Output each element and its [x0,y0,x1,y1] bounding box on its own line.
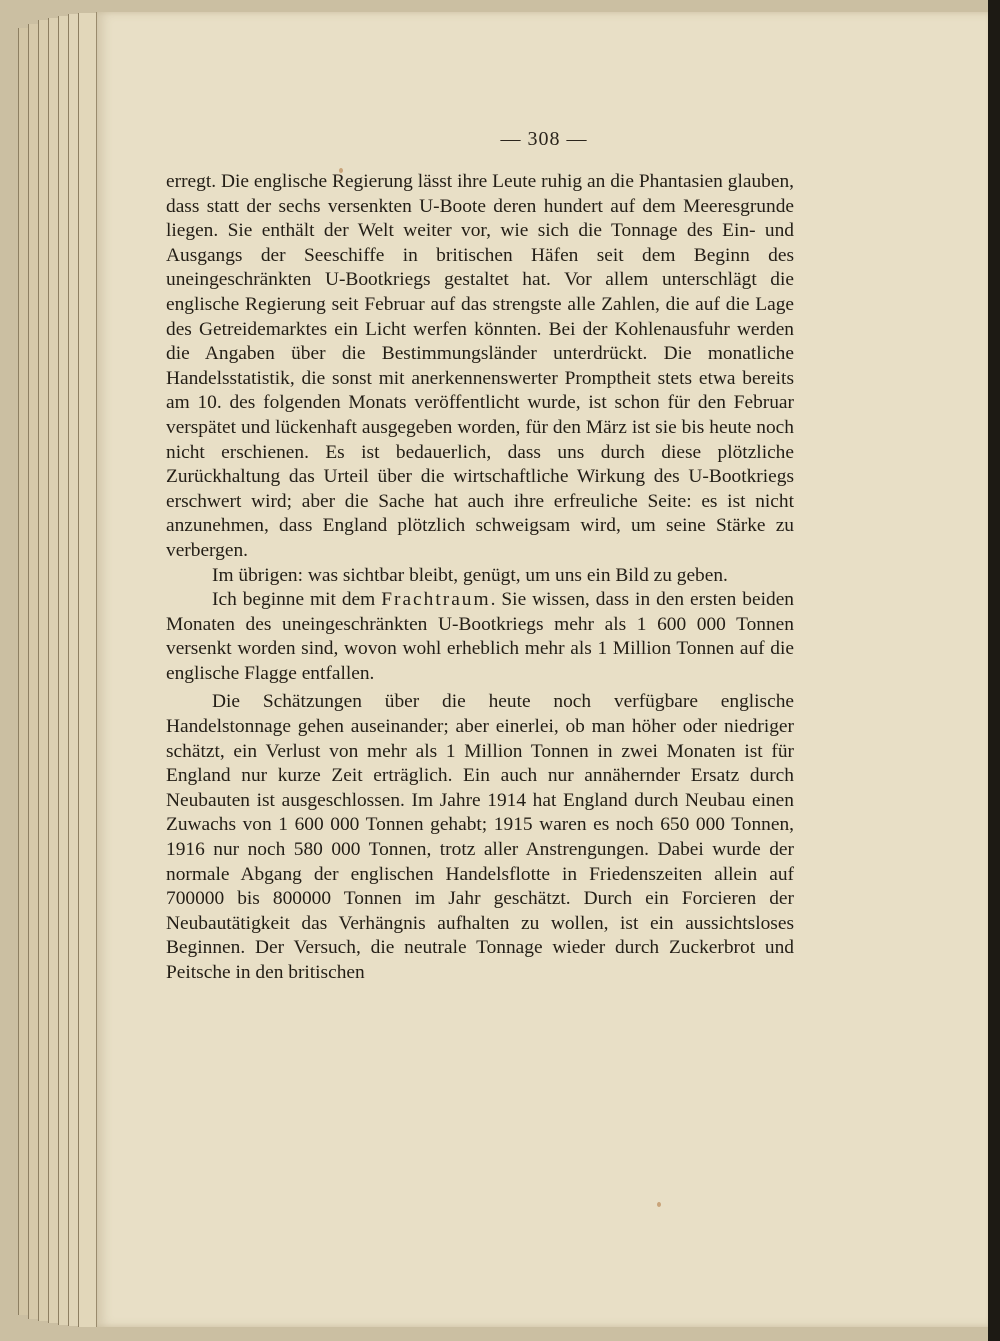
page-number: — 308 — [500,128,588,150]
scan-shadow [988,0,1000,1341]
paragraph-1: erregt. Die englische Regierung lässt ihre Leute ruhig an die Phantasien glauben, dass statt der sechs versenkten U-Boote deren hundert auf dem Meeresgrunde liegen. Sie enthält der Welt weiter vor, wie sich die Tonnage des Ein- und Ausgangs der Seeschiffe in britischen Häfen seit dem Beginn des uneingeschränkten U-Bootkriegs gestaltet hat. Vor allem unterschlägt die englische Regierung seit Februar auf das strengste alle Zahlen, die auf die Lage des Getreidemarktes ein Licht werfen könnten. Bei der Kohlenausfuhr werden die Angaben über die Bestimmungsländer unterdrückt. Die monatliche Handelsstatistik, die sonst mit anerkennenswerter Promptheit stets etwa bereits am 10. des folgenden Monats veröffentlicht wurde, ist schon für den Februar verspätet und lückenhaft ausgegeben worden, für den März ist sie bis heute noch nicht erschienen. Es ist bedauerlich, dass uns durch diese plötzliche Zurückhaltung das Urteil über die wirtschaftliche Wirkung des U-Bootkriegs erschwert wird; aber die Sache hat auch ihre erfreuliche Seite: es ist nicht anzunehmen, dass England plötzlich schweigsam wird, um seine Stärke zu verbergen. [166,171,794,561]
paragraph-3-start: Ich beginne mit dem [212,589,382,611]
paragraph-2: Im übrigen: was sichtbar bleibt, genügt, um uns ein Bild zu geben. [212,564,728,586]
paragraph-3 [166,588,794,686]
body-text [166,170,794,986]
paragraph-4: Die Schätzungen über die heute noch verfügbare englische Handelstonnage gehen auseinander; aber einerlei, ob man höher oder niedriger schätzt, ein Verlust von mehr als 1 Million Tonnen in zwei Monaten ist für England nur kurze Zeit erträglich. Ein auch nur annähernder Ersatz durch Neubauten ist ausgeschlossen. Im Jahre 1914 hat England durch Neubau einen Zuwachs von 1 600 000 Tonnen gehabt; 1915 waren es noch 650 000 Tonnen, 1916 nur noch 580 000 Tonnen, trotz aller Anstrengungen. Dabei wurde der normale Abgang der englischen Handelsflotte in Friedenszeiten allein auf 700000 bis 800000 Tonnen im Jahr geschätzt. Durch ein Forcieren der Neubautätigkeit das Verhängnis aufhalten zu wollen, ist ein aussichtsloses Beginnen. Der Versuch, die neutrale Tonnage wieder durch Zuckerbrot und Peitsche in den britischen [166,691,794,983]
paragraph-3-end: . Sie wissen, dass in den ersten beiden Monaten des uneingeschränkten U-Bootkriegs mehr als 1 600 000 Tonnen versenkt worden sind, wovon wohl erheblich mehr als 1 Million Tonnen auf die englische Flagge entfallen. [166,589,794,684]
paper-speck [657,1202,661,1207]
emphasized-term: Frachtraum [381,589,491,611]
